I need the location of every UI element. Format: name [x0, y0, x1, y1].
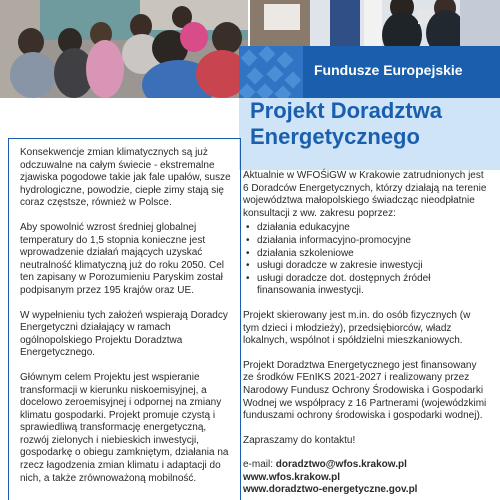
list-item: • usługi doradcze w zakresie inwestycji	[243, 260, 487, 273]
classroom-photo	[0, 0, 248, 98]
title-line-2: Energetycznego	[250, 124, 420, 149]
email-link[interactable]: doradztwo@wfos.krakow.pl	[275, 459, 407, 471]
paragraph-funding: Projekt Doradztwa Energetycznego jest finansowany ze środków FEnIKS 2021-2027 i realizowany przez Narodowy Fundusz Ochrony Środowiska i Gospodarki Wodnej we współpracy z 16 Partnerami (wojewódzkimi funduszami ochrony środowiska i gospodarki wodnej).	[243, 359, 487, 422]
page-title	[250, 98, 498, 150]
website-link-wfos[interactable]: www.wfos.krakow.pl	[243, 471, 341, 483]
paragraph-paris-agreement: Aby spowolnić wzrost średniej globalnej temperatury do 1,5 stopnia konieczne jest wprowadzenie działań mających uzyskać neutralność klimatyczną już do roku 2050. Cel ten zapisany w Porozumieniu Paryskim został podpisanym przez 195 krajów oraz UE.	[20, 221, 224, 296]
paragraph-target-group: Projekt skierowany jest m.in. do osób fizycznych (w tym dzieci i młodzieży), przedsiębiorców, władz lokalnych, wspólnot i spółdzielni mieszkaniowych.	[243, 309, 471, 347]
paragraph-advisors: W wypełnieniu tych założeń wspierają Doradcy Energetyczni działający w ramach ogólnopolskiego Projektu Doradztwa Energetycznego.	[20, 309, 228, 359]
left-column	[20, 147, 234, 497]
services-list	[243, 222, 487, 298]
contact-block	[243, 459, 487, 497]
contact-invitation: Zapraszamy do kontaktu!	[243, 434, 356, 446]
title-line-1: Projekt Doradztwa	[250, 98, 442, 123]
website-link-doradztwo[interactable]: www.doradztwo-energetyczne.gov.pl	[243, 484, 418, 496]
paragraph-climate-change: Konsekwencje zmian klimatycznych są już odczuwalne na całym świecie - ekstremalne zjawiska pogodowe takie jak fale upałów, susze hydrologiczne, powodzie, ciepłe zimy stają się coraz częstsze, również w Polsce.	[20, 147, 231, 209]
list-item: • działania szkoleniowe	[243, 248, 487, 261]
paragraph-project-goal: Głównym celem Projektu jest wspieranie transformacji w kierunku niskoemisyjnej, a docelowo zeroemisyjnej i odpornej na zmiany klimatu gospodarki. Projekt promuje czystą i sprawiedliwą transformację energetyczną, rozwój zielonych i niebieskich inwestycji, gospodarkę o obiegu zamkniętym, działania na rzecz łagodzenia zmian klimatu i adaptacji do nich, a także zrównoważoną mobilność.	[20, 371, 229, 484]
list-item: • działania informacyjno-promocyjne	[243, 235, 487, 248]
paragraph-intro: Aktualnie w WFOŚiGW w Krakowie zatrudnionych jest 6 Doradców Energetycznych, którzy działają na terenie województwa małopolskiego świadcząc nieodpłatnie konsultacji z ww. zakresu poprzez:	[243, 170, 487, 219]
list-item: • działania edukacyjne	[243, 222, 487, 235]
eu-star-pattern	[239, 46, 303, 98]
right-column	[243, 170, 487, 497]
email-line	[243, 459, 487, 472]
fund-label: Fundusze Europejskie	[314, 62, 463, 78]
email-label: e-mail:	[243, 459, 276, 471]
list-item: • usługi doradcze dot. dostępnych źródeł finansowania inwestycji.	[243, 273, 487, 298]
